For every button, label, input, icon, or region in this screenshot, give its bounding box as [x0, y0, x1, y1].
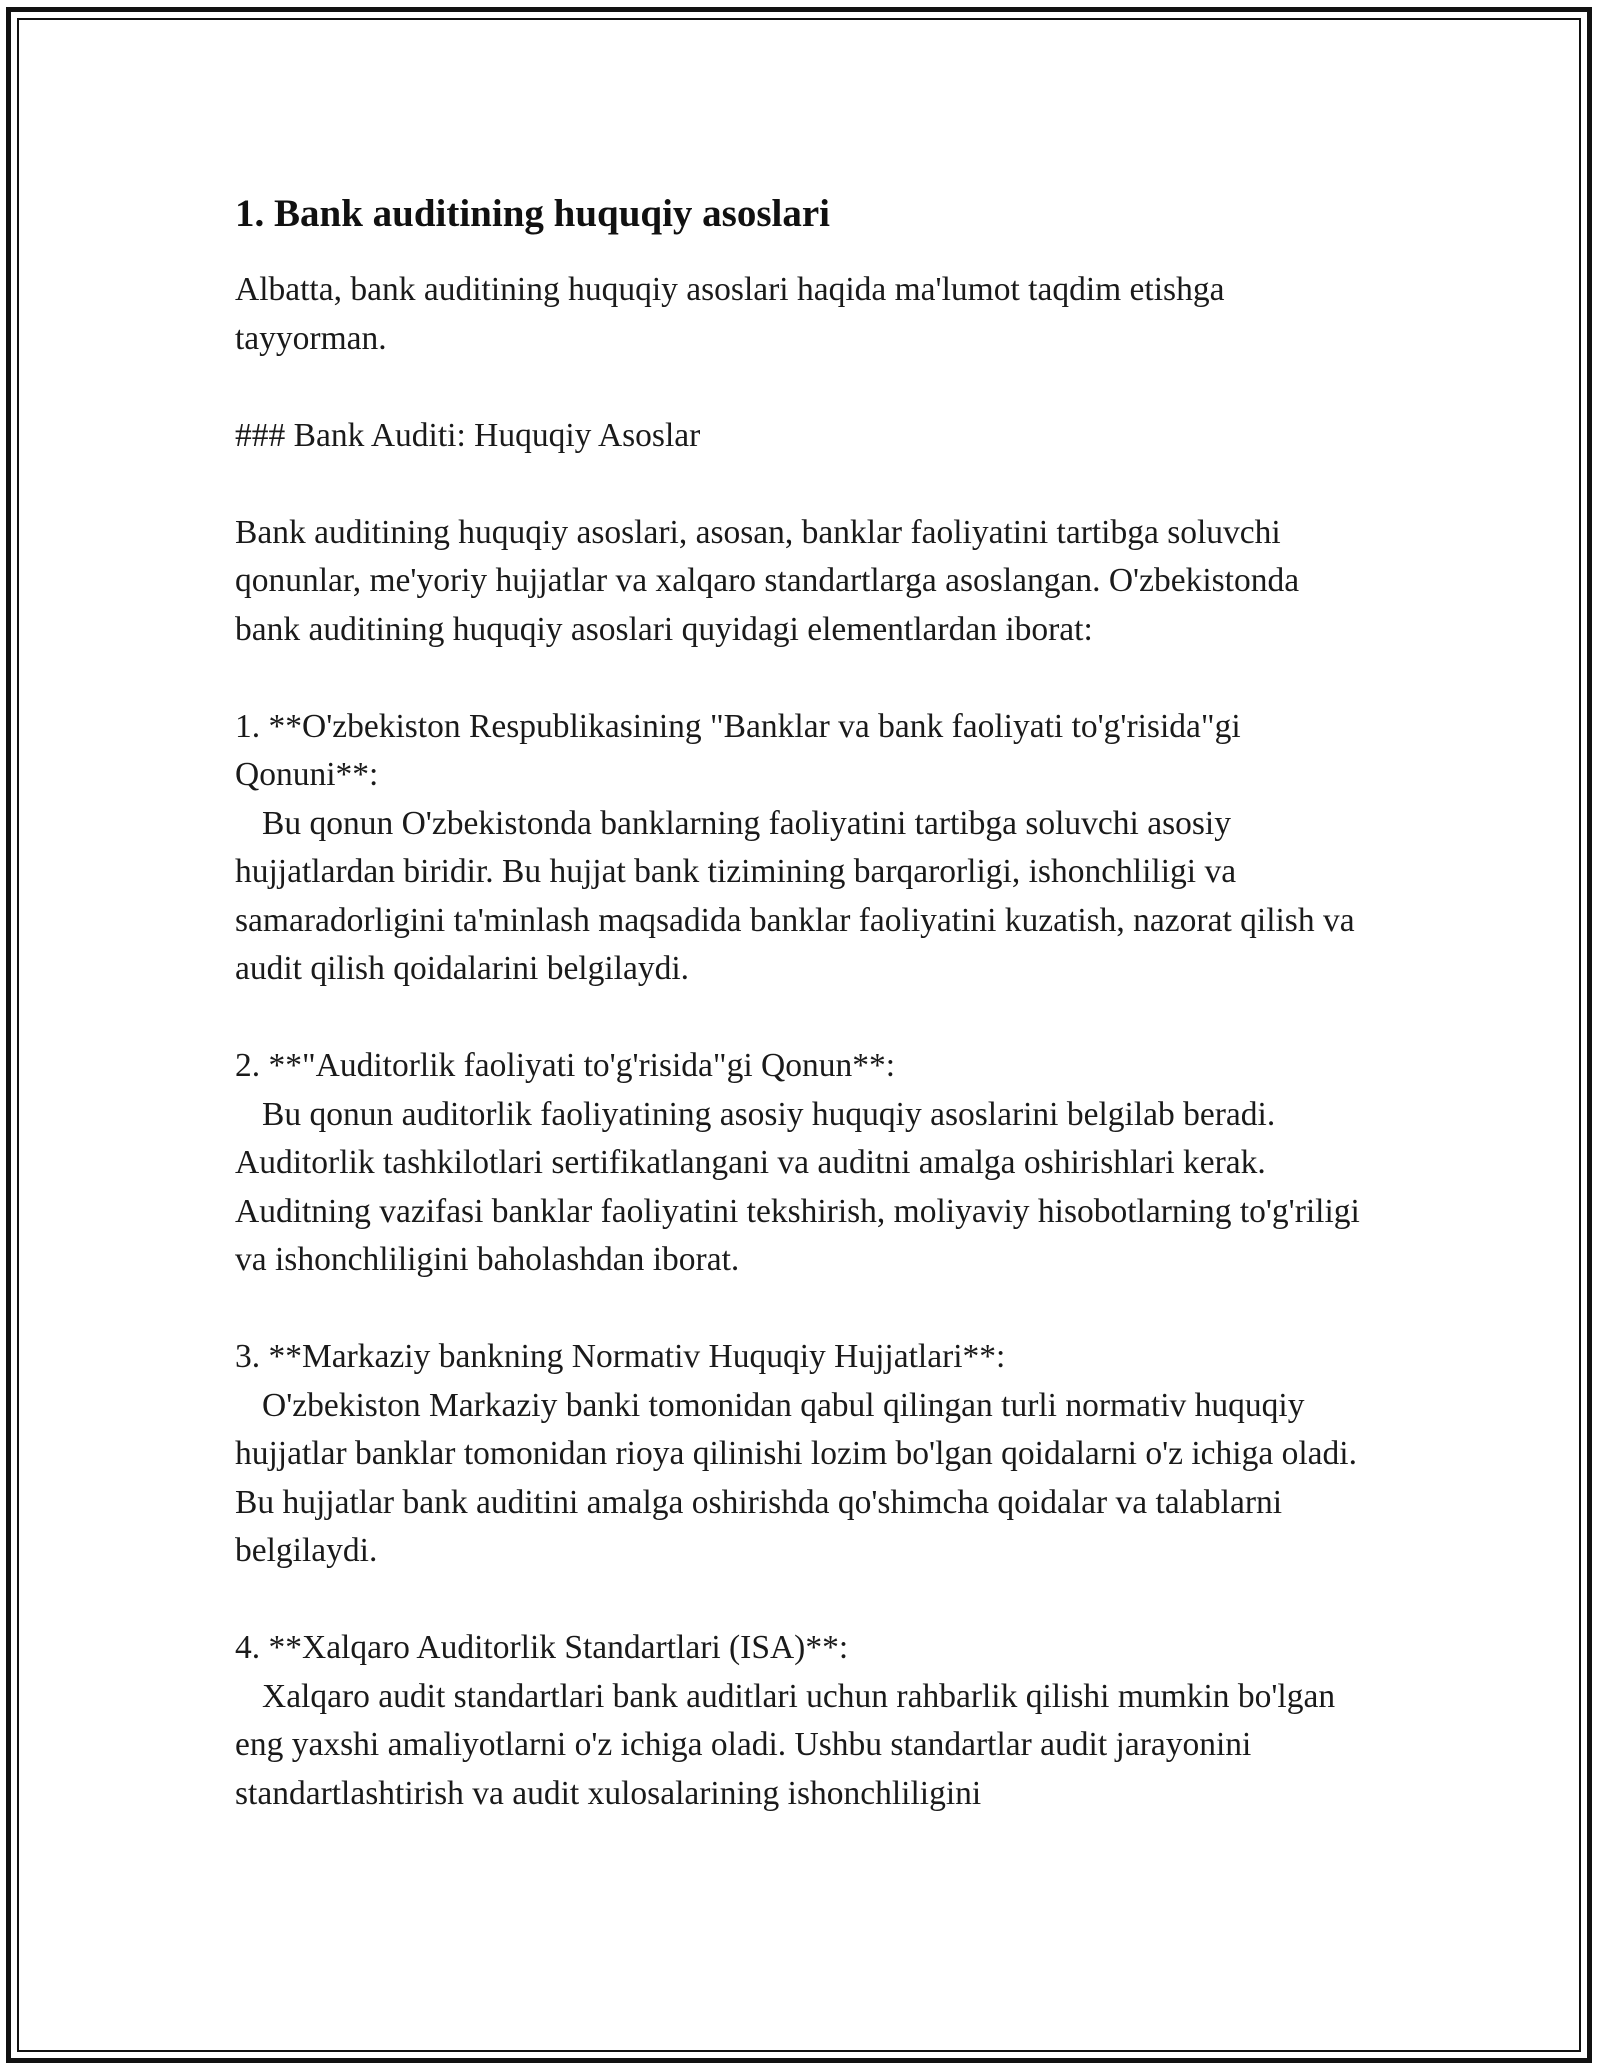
- list-item: [235, 1333, 1365, 1576]
- list-item-heading: 3. **Markaziy bankning Normativ Huquqiy Hujjatlari**:: [235, 1338, 1006, 1375]
- intro-paragraph: Albatta, bank auditining huquqiy asoslari haqida ma'lumot taqdim etishga tayyorman.: [235, 271, 1233, 357]
- list-item-body: Bu qonun O'zbekistonda banklarning faoliyatini tartibga soluvchi asosiy hujjatlardan biridir. Bu hujjat bank tizimining barqarorligi, ishonchliligi va samaradorligini ta'minlash maqsadida banklar faoliyatini kuzatish, nazorat qilish va audit qilish qoidalarini belgilaydi.: [235, 804, 1355, 987]
- list-item-heading: 1. **O'zbekiston Respublikasining "Banklar va bank faoliyati to'g'risida"gi Qonuni**:: [235, 707, 1241, 793]
- overview-paragraph: Bank auditining huquqiy asoslari, asosan, banklar faoliyatini tartibga soluvchi qonunlar, me'yoriy hujjatlar va xalqaro standartlarga asoslangan. O'zbekistonda bank auditining huquqiy asoslari quyidagi elementlardan iborat:: [235, 513, 1308, 648]
- list-item-heading: 2. **"Auditorlik faoliyati to'g'risida"gi Qonun**:: [235, 1047, 896, 1084]
- section-subheading: ### Bank Auditi: Huquqiy Asoslar: [235, 416, 701, 454]
- document-content: [235, 188, 1365, 1818]
- list-item-body: O'zbekiston Markaziy banki tomonidan qabul qilingan turli normativ huquqiy hujjatlar banklar tomonidan rioya qilinishi lozim bo'lgan qoidalarni o'z ichiga oladi. Bu hujjatlar bank auditini amalga oshirishda qo'shimcha qoidalar va talablarni belgilaydi.: [235, 1386, 1357, 1569]
- list-item-body: Xalqaro audit standartlari bank auditlari uchun rahbarlik qilishi mumkin bo'lgan eng yaxshi amaliyotlarni o'z ichiga oladi. Ushbu standartlar audit jarayonini standartlashtirish va audit xulosalarining ishonchliligini: [235, 1677, 1336, 1812]
- list-item-heading: 4. **Xalqaro Auditorlik Standartlari (ISA)**:: [235, 1629, 849, 1666]
- list-item: [235, 703, 1365, 994]
- list-item-body: Bu qonun auditorlik faoliyatining asosiy huquqiy asoslarini belgilab beradi. Auditorlik tashkilotlari sertifikatlangani va auditni amalga oshirishlari kerak. Auditning vazifasi banklar faoliyatini tekshirish, moliyaviy hisobotlarning to'g'riligi va ishonchliligini baholashdan iborat.: [235, 1095, 1360, 1278]
- list-item: [235, 1624, 1365, 1818]
- list-item: [235, 1042, 1365, 1285]
- document-title: 1. Bank auditining huquqiy asoslari: [235, 192, 831, 235]
